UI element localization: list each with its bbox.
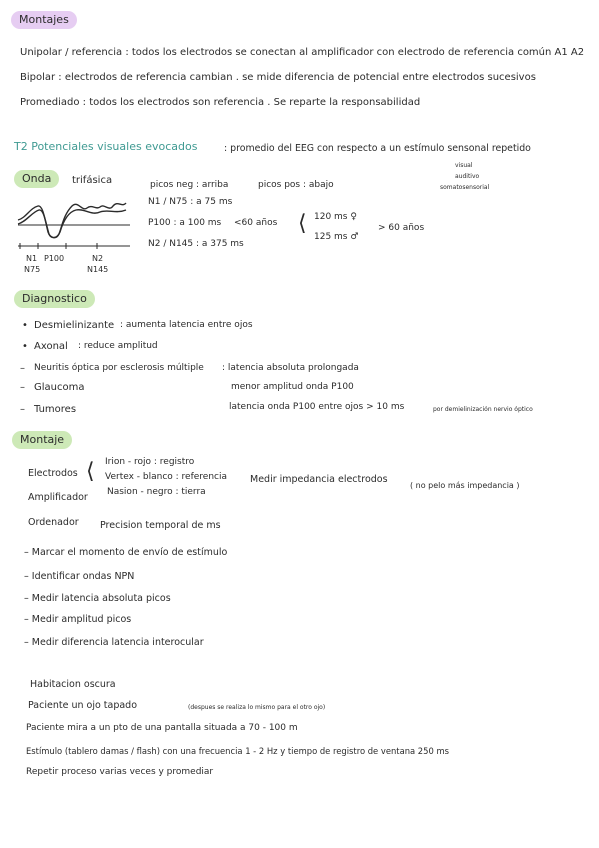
electrode-vertex: Vertex - blanco : referencia (105, 472, 227, 482)
latency-n2: N2 / N145 : a 375 ms (148, 239, 244, 249)
impedance-note: ( no pelo más impedancia ) (410, 481, 520, 490)
brace-p100: ⟨ (298, 211, 307, 236)
wave-label-n2: N2 (92, 254, 104, 263)
diagnostico-tag: Diagnostico (14, 290, 95, 308)
proc-repetir: Repetir proceso varias veces y promediar (26, 767, 214, 777)
latency-male: 125 ms ♂ (314, 232, 359, 242)
age-over-60: > 60 años (378, 223, 425, 233)
proc-ojo-tapado: Paciente un ojo tapado (28, 700, 138, 711)
diag-detail-tumores: latencia onda P100 entre ojos > 10 ms (229, 402, 405, 412)
step-text: Marcar el momento de envío de estímulo (31, 547, 228, 558)
step-amplitud: – Medir amplitud picos (24, 614, 132, 625)
diag-detail-neuritis: : latencia absoluta prolongada (222, 363, 359, 373)
diag-name-glaucoma: Glaucoma (34, 382, 85, 393)
montajes-line-promediado: Promediado : todos los electrodos son referencia . Se reparte la responsabilidad (20, 97, 421, 108)
wave-label-n1: N1 (26, 254, 38, 263)
step-marcar: – Marcar el momento de envío de estímulo (24, 547, 228, 558)
impedance-text: Medir impedancia electrodos (250, 474, 388, 485)
proc-pantalla: Paciente mira a un pto de una pantalla situada a 70 - 100 m (26, 723, 298, 733)
electrode-nasion: Nasion - negro : tierra (107, 487, 206, 497)
diag-note: por demielinización nervio óptico (433, 406, 533, 413)
precision-text: Precision temporal de ms (100, 520, 221, 531)
diag-bullet: – (20, 363, 25, 374)
age-under-60: <60 años (234, 218, 278, 228)
brace-electrodos: ⟨ (86, 459, 95, 484)
latency-female: 120 ms ♀ (314, 212, 357, 222)
montaje-tag: Montaje (12, 431, 72, 449)
montajes-tag: Montajes (11, 11, 77, 29)
latency-n1: N1 / N75 : a 75 ms (148, 197, 233, 207)
diag-bullet: • (22, 341, 28, 352)
stimulus-auditivo: auditivo (455, 173, 480, 180)
t2-definition: : promedio del EEG con respecto a un estímulo sensonal repetido (224, 143, 531, 154)
proc-habitacion: Habitacion oscura (30, 679, 116, 690)
onda-type: trifásica (72, 175, 113, 186)
picos-pos: picos pos : abajo (258, 180, 334, 190)
diag-name-neuritis: Neuritis óptica por esclerosis múltiple (34, 363, 204, 373)
step-identificar: – Identificar ondas NPN (24, 571, 135, 582)
latency-p100: P100 : a 100 ms (148, 218, 222, 228)
t2-title: T2 Potenciales visuales evocados (14, 140, 198, 153)
step-latencia: – Medir latencia absoluta picos (24, 593, 171, 604)
step-text: Medir amplitud picos (31, 614, 132, 625)
diag-name-axonal: Axonal (34, 341, 68, 352)
stimulus-somatosensorial: somatosensorial (440, 184, 490, 191)
step-text: Medir diferencia latencia interocular (31, 637, 204, 648)
diag-bullet: • (22, 320, 28, 331)
diag-detail-desmielinizante: : aumenta latencia entre ojos (120, 320, 253, 330)
step-text: Medir latencia absoluta picos (31, 593, 171, 604)
step-text: Identificar ondas NPN (31, 571, 135, 582)
step-interocular: – Medir diferencia latencia interocular (24, 637, 204, 648)
diag-bullet: – (20, 404, 25, 415)
wave-label-n145: N145 (87, 265, 109, 274)
stimulus-visual: visual (455, 162, 473, 169)
diag-bullet: – (20, 382, 25, 393)
wave-label-p100: P100 (44, 254, 65, 263)
diag-detail-glaucoma: menor amplitud onda P100 (231, 382, 354, 392)
ordenador-label: Ordenador (28, 517, 79, 528)
montajes-line-bipolar: Bipolar : electrodos de referencia cambian . se mide diferencia de potencial entre electrodos sucesivos (20, 72, 536, 83)
electrodos-label: Electrodos (28, 468, 78, 479)
diag-name-tumores: Tumores (34, 404, 77, 415)
diag-detail-axonal: : reduce amplitud (78, 341, 158, 351)
electrode-irion: Irion - rojo : registro (105, 457, 195, 467)
diag-name-desmielinizante: Desmielinizante (34, 320, 115, 331)
montajes-line-unipolar: Unipolar / referencia : todos los electrodos se conectan al amplificador con electrodo de referencia común A1 A2 (20, 47, 585, 58)
proc-note: (despues se realiza lo mismo para el otro ojo) (188, 704, 326, 711)
onda-tag: Onda (14, 170, 59, 188)
trifasic-wave-diagram (12, 190, 137, 252)
picos-neg: picos neg : arriba (150, 180, 229, 190)
amplificador-label: Amplificador (28, 492, 88, 503)
proc-estimulo: Estímulo (tablero damas / flash) con una frecuencia 1 - 2 Hz y tiempo de registro de ventana 250 ms (26, 746, 449, 756)
wave-label-n75: N75 (24, 265, 41, 274)
